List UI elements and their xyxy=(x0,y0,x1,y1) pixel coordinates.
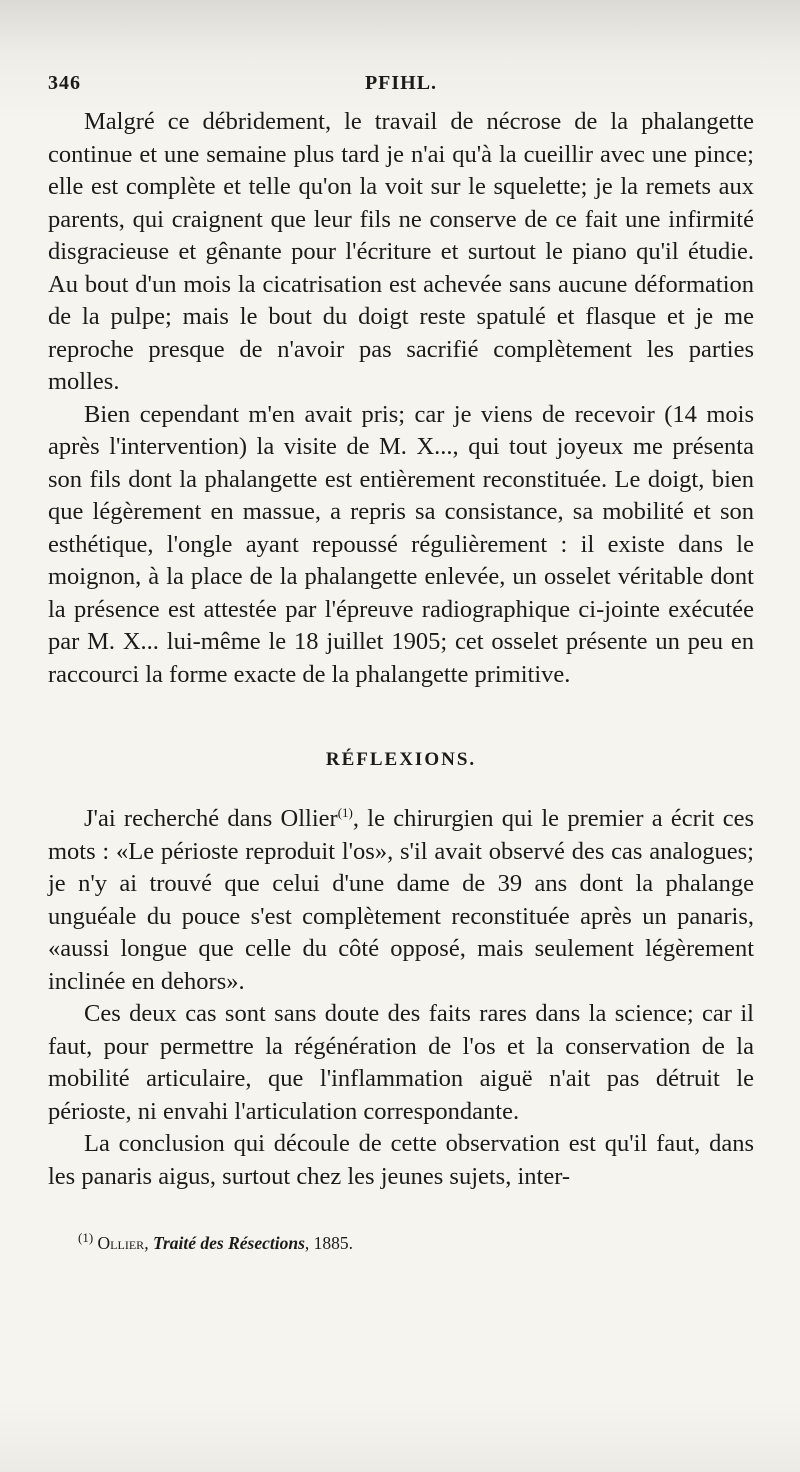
paragraph-3-start: J'ai recherché dans Ollier xyxy=(84,805,338,832)
paragraph-1: Malgré ce débridement, le travail de nécrose de la phalangette continue et une semaine plus tard je n'ai qu'à la cueillir avec une pince; elle est complète et telle qu'on la voit sur le squelette; je la remets aux parents, qui craignent que leur fils ne conserve de ce fait une infirmité disgracieuse et gênante pour l'écriture et surtout le piano qu'il étudie. Au bout d'un mois la cicatrisation est achevée sans aucune déformation de la pulpe; mais le bout du doigt reste spatulé et flasque et je me reproche presque de n'avoir pas sacrifié complètement les parties molles. xyxy=(48,108,754,395)
page-content xyxy=(48,60,754,1255)
paragraph-4: Ces deux cas sont sans doute des faits rares dans la science; car il faut, pour permettre la régénération de l'os et la conservation de la mobilité articulaire, que l'inflammation aiguë n'ait pas détruit le périoste, ni envahi l'articulation correspondante. xyxy=(48,1000,754,1125)
page-header xyxy=(48,60,754,106)
paragraph-2: Bien cependant m'en avait pris; car je viens de recevoir (14 mois après l'intervention) la visite de M. X..., qui tout joyeux me présenta son fils dont la phalangette est entièrement reconstituée. Le doigt, bien que légèrement en massue, a repris sa consistance, sa mobilité et son esthétique, l'ongle ayant repoussé régulièrement : il existe dans le moignon, à la place de la phalangette enlevée, un osselet véritable dont la présence est attestée par l'épreuve radiographique ci-jointe exécutée par M. X... lui-même le 18 juillet 1905; cet osselet présente un peu en raccourci la forme exacte de la phalangette primitive. xyxy=(48,400,754,688)
footnote-separator: , xyxy=(144,1233,153,1253)
paragraph-3 xyxy=(48,803,754,998)
paragraph-5: La conclusion qui découle de cette observation est qu'il faut, dans les panaris aigus, surtout chez les jeunes sujets, inter- xyxy=(48,1130,754,1190)
footnote-year: , 1885. xyxy=(304,1233,354,1253)
paragraph-3-end: , le chirurgien qui le premier a écrit ces mots : «Le périoste reproduit l'os», s'il avait observé des cas analogues; je n'y ai trouvé que celui d'une dame de 39 ans dont la phalange unguéale du pouce s'est complètement reconstituée après un panaris, «aussi longue que celle du côté opposé, mais seulement légèrement inclinée en dehors». xyxy=(48,805,755,995)
footnote xyxy=(48,1231,754,1255)
running-head: PFIHL. xyxy=(364,72,438,94)
footnote-mark: (1) xyxy=(78,1230,94,1246)
footnote-title: Traité des Résections xyxy=(152,1233,305,1253)
footnote-author: Ollier xyxy=(97,1233,145,1253)
page-number: 346 xyxy=(48,72,81,94)
section-title: RÉFLEXIONS. xyxy=(325,749,477,770)
footnote-reference: (1) xyxy=(337,804,353,820)
